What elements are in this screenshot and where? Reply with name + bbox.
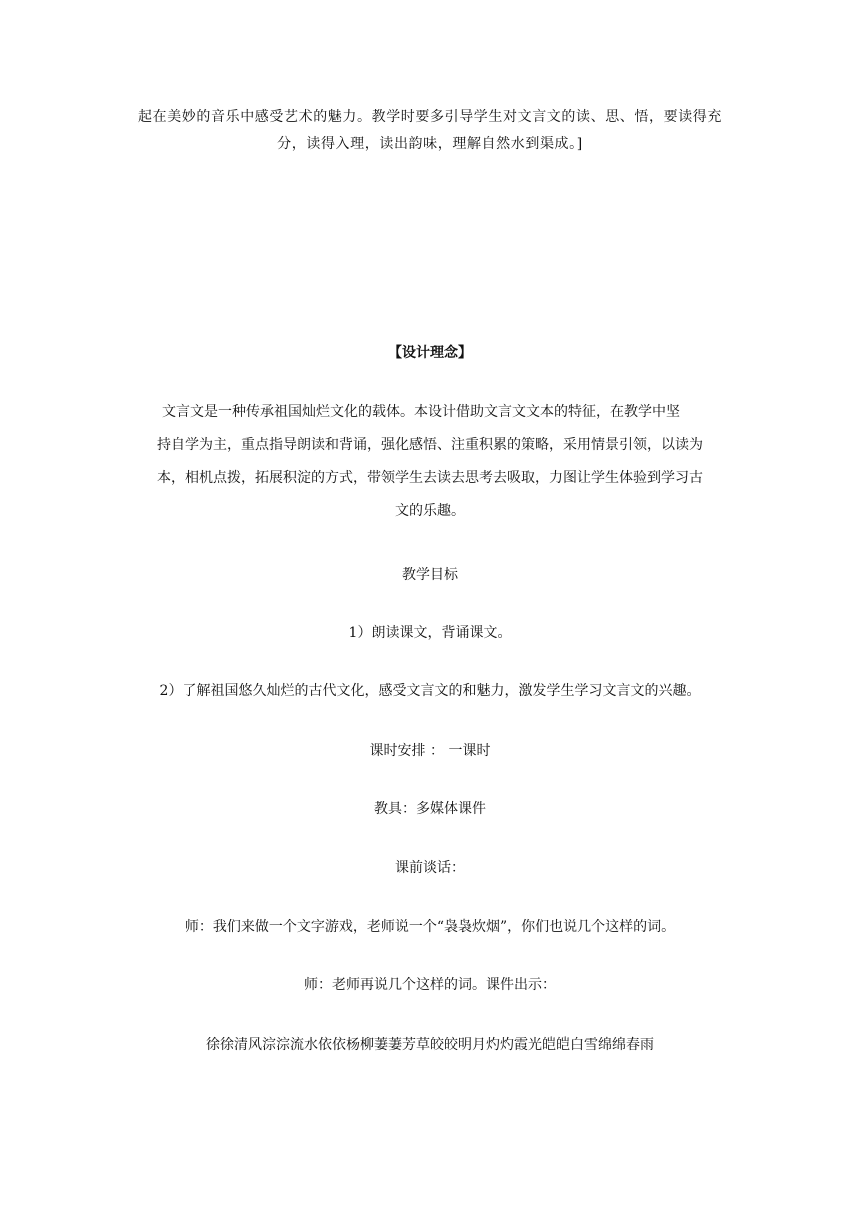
intro-paragraph bbox=[124, 104, 736, 158]
pre-talk-title: 课前谈话： bbox=[395, 860, 465, 876]
schedule-text: 课时安排 ： 一课时 bbox=[369, 743, 491, 759]
design-paragraph bbox=[124, 396, 736, 528]
tools-text: 教具：多媒体课件 bbox=[374, 801, 486, 817]
objective-item-2: 2）了解祖国悠久灿烂的古代文化，感受文言文的和魅力，激发学生学习文言文的兴趣。 bbox=[159, 683, 701, 699]
design-line-3: 本，相机点拨，拓展积淀的方式，带领学生去读去思考去吸取，力图让学生体验到学习古 bbox=[157, 470, 703, 486]
design-line-4: 文的乐趣。 bbox=[395, 503, 465, 519]
intro-line-2: 分，读得入理，读出韵味，理解自然水到渠成。] bbox=[277, 136, 583, 152]
design-line-1: 文言文是一种传承祖国灿烂文化的载体。本设计借助文言文文本的特征，在教学中坚 bbox=[162, 404, 680, 420]
pre-talk-line-1: 师：我们来做一个文字游戏，老师说一个“袅袅炊烟”，你们也说几个这样的词。 bbox=[184, 919, 676, 935]
design-line-2: 持自学为主，重点指导朗读和背诵，强化感悟、注重积累的策略，采用情景引领，以读为 bbox=[157, 437, 703, 453]
intro-line-1: 起在美妙的音乐中感受艺术的魅力。教学时要多引导学生对文言文的读、思、悟，要读得充 bbox=[138, 109, 722, 125]
pre-talk-words: 徐徐清风淙淙流水依依杨柳萋萋芳草皎皎明月灼灼霞光皑皑白雪绵绵春雨 bbox=[206, 1037, 654, 1053]
pre-talk-line-2: 师：老师再说几个这样的词。课件出示： bbox=[304, 977, 556, 993]
design-heading: 【设计理念】 bbox=[388, 345, 472, 361]
objectives-title: 教学目标 bbox=[402, 567, 458, 583]
objective-item-1: 1）朗读课文，背诵课文。 bbox=[348, 625, 512, 641]
